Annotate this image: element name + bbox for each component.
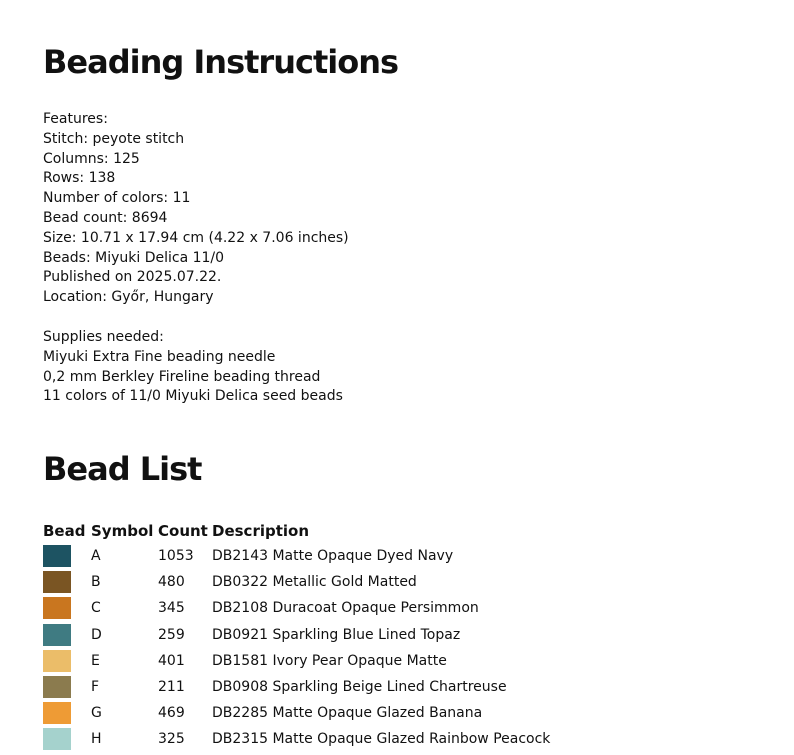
description-cell: DB2143 Matte Opaque Dyed Navy — [212, 548, 454, 565]
count-cell: 345 — [158, 600, 185, 617]
feature-published: Published on 2025.07.22. — [43, 269, 222, 286]
bead-color-swatch — [43, 571, 71, 593]
symbol-cell: D — [91, 626, 102, 643]
table-row — [43, 700, 550, 726]
symbol-cell: A — [91, 548, 101, 565]
description-cell: DB2108 Duracoat Opaque Persimmon — [212, 600, 479, 617]
description-cell: DB2285 Matte Opaque Glazed Banana — [212, 705, 483, 722]
table-row — [43, 595, 550, 621]
count-cell: 401 — [158, 652, 185, 669]
description-cell: DB1581 Ivory Pear Opaque Matte — [212, 652, 447, 669]
header-description: Description — [212, 521, 310, 540]
table-row — [43, 569, 550, 595]
count-cell: 1053 — [158, 548, 194, 565]
bead-color-swatch — [43, 676, 71, 698]
bead-list-heading: Bead List — [43, 450, 202, 488]
count-cell: 259 — [158, 626, 185, 643]
bead-color-swatch — [43, 702, 71, 724]
feature-number-of-colors: Number of colors: 11 — [43, 190, 191, 207]
feature-columns: Columns: 125 — [43, 150, 140, 167]
symbol-cell: H — [91, 731, 102, 748]
count-cell: 325 — [158, 731, 185, 748]
bead-cell — [43, 543, 91, 569]
table-row — [43, 543, 550, 569]
feature-beads: Beads: Miyuki Delica 11/0 — [43, 249, 225, 266]
description-cell: DB0322 Metallic Gold Matted — [212, 574, 417, 591]
supply-thread: 0,2 mm Berkley Fireline beading thread — [43, 368, 321, 385]
table-row — [43, 726, 550, 752]
symbol-cell: F — [91, 679, 100, 696]
feature-bead-count: Bead count: 8694 — [43, 209, 168, 226]
bead-cell — [43, 726, 91, 752]
supply-needle: Miyuki Extra Fine beading needle — [43, 348, 276, 365]
header-count: Count — [158, 521, 208, 540]
symbol-cell: G — [91, 705, 102, 722]
supplies-section — [43, 328, 343, 407]
count-cell: 480 — [158, 574, 185, 591]
features-label: Features: — [43, 111, 108, 127]
bead-color-swatch — [43, 728, 71, 750]
bead-table — [43, 518, 550, 753]
bead-cell — [43, 700, 91, 726]
bead-color-swatch — [43, 597, 71, 619]
description-cell: DB2315 Matte Opaque Glazed Rainbow Peacock — [212, 731, 551, 748]
bead-cell — [43, 595, 91, 621]
symbol-cell: B — [91, 574, 101, 591]
feature-rows: Rows: 138 — [43, 170, 116, 187]
bead-cell — [43, 674, 91, 700]
header-symbol: Symbol — [91, 521, 154, 540]
table-row — [43, 622, 550, 648]
page-title: Beading Instructions — [43, 43, 399, 81]
table-row — [43, 648, 550, 674]
bead-color-swatch — [43, 650, 71, 672]
bead-cell — [43, 622, 91, 648]
description-cell: DB0908 Sparkling Beige Lined Chartreuse — [212, 679, 507, 696]
feature-location: Location: Győr, Hungary — [43, 289, 214, 306]
header-bead: Bead — [43, 521, 86, 540]
bead-cell — [43, 569, 91, 595]
supplies-label: Supplies needed: — [43, 329, 164, 345]
symbol-cell: E — [91, 652, 100, 669]
bead-cell — [43, 648, 91, 674]
count-cell: 211 — [158, 679, 185, 696]
supply-beads: 11 colors of 11/0 Miyuki Delica seed beads — [43, 388, 343, 405]
count-cell: 469 — [158, 705, 185, 722]
table-row — [43, 674, 550, 700]
bead-color-swatch — [43, 624, 71, 646]
features-section — [43, 110, 349, 308]
symbol-cell: C — [91, 600, 101, 617]
description-cell: DB0921 Sparkling Blue Lined Topaz — [212, 626, 461, 643]
feature-stitch: Stitch: peyote stitch — [43, 130, 185, 147]
feature-size: Size: 10.71 x 17.94 cm (4.22 x 7.06 inches) — [43, 229, 349, 246]
bead-color-swatch — [43, 545, 71, 567]
bead-table-header — [43, 518, 550, 543]
